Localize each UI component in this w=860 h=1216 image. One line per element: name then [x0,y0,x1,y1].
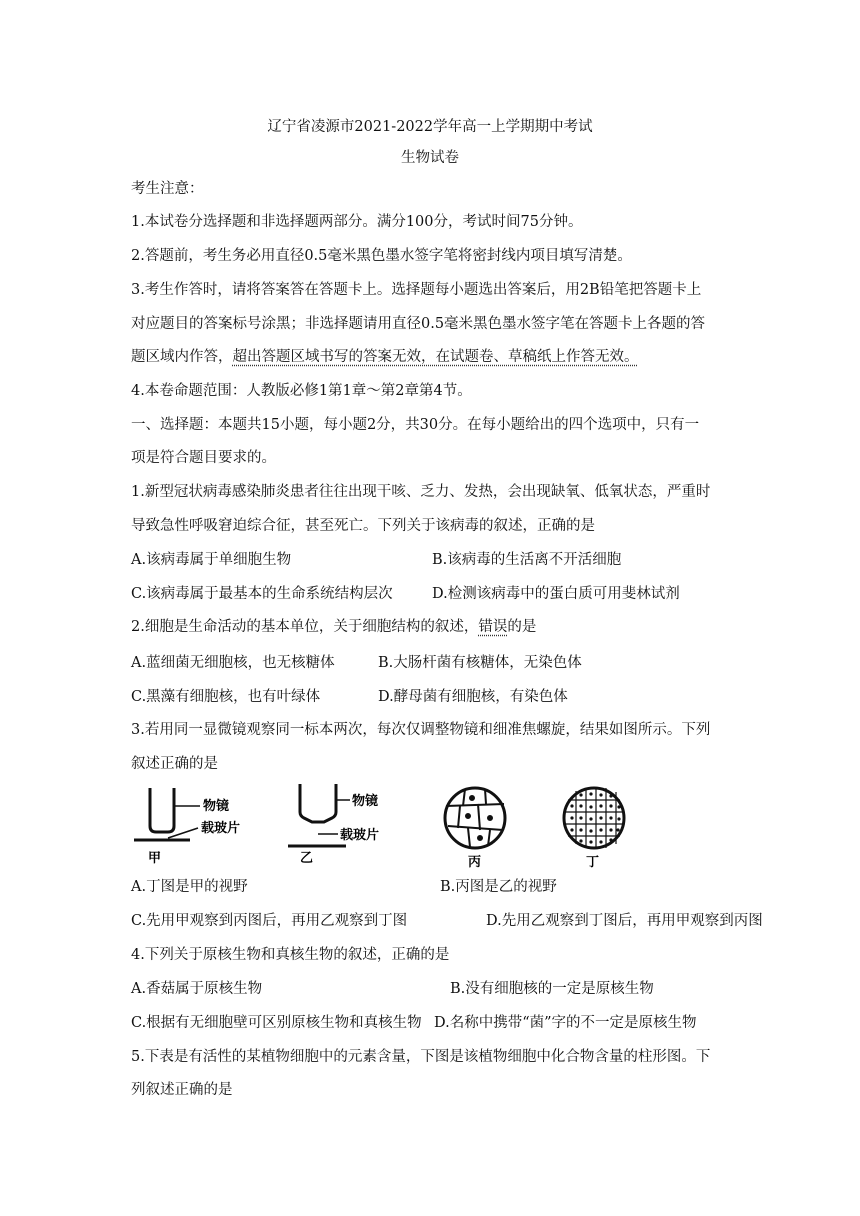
q3-stem-1: 3.若用同一显微镜观察同一标本两次，每次仅调整物镜和细准焦螺旋，结果如图所示。下列 [131,722,711,738]
notice-item-3b: 对应题目的答案标号涂黑；非选择题请用直径0.5毫米黑色墨水签字笔在答题卡上各题的答 [131,316,706,332]
notice-item-1: 1.本试卷分选择题和非选择题两部分。满分100分，考试时间75分钟。 [131,214,583,230]
view-bing-drawing [445,788,505,848]
notice-item-4: 4.本卷命题范围：人教版必修1第1章～第2章第4节。 [131,383,472,399]
q4-option-d: D.名称中携带“菌”字的不一定是原核生物 [434,1015,697,1031]
slide-label-yi: 载玻片 [340,828,380,843]
view-ding-drawing [564,788,624,848]
objective-label-jia: 物镜 [203,799,230,814]
figure-label-jia: 甲 [148,851,162,866]
q2-stem-end: 的是 [507,619,537,635]
q1-stem-1: 1.新型冠状病毒感染肺炎患者往往出现干咳、乏力、发热，会出现缺氧、低氧状态，严重时 [131,484,711,500]
q4-option-c: C.根据有无细胞壁可区别原核生物和真核生物 [131,1015,422,1031]
q2-stem-emphasis: 错误 [478,619,508,635]
notice-item-3c-text: 题区域内作答， [131,349,233,365]
q5-stem-2: 列叙述正确的是 [131,1082,233,1098]
q1-option-b: B.该病毒的生活离不开活细胞 [432,552,622,568]
notice-item-3c-emphasis: 超出答题区域书写的答案无效，在试题卷、草稿纸上作答无效。 [232,349,639,365]
q4-option-a: A.香菇属于原核生物 [131,981,263,997]
q2-stem [131,617,536,637]
q4-stem: 4.下列关于原核生物和真核生物的叙述，正确的是 [131,947,450,963]
q3-option-c: C.先用甲观察到丙图后，再用乙观察到丁图 [131,913,408,929]
q1-stem-2: 导致急性呼吸窘迫综合征，甚至死亡。下列关于该病毒的叙述，正确的是 [131,518,595,534]
objective-label-yi: 物镜 [352,794,379,809]
objective-jia-drawing [134,788,200,840]
q2-stem-text: 2.细胞是生命活动的基本单位，关于细胞结构的叙述， [131,619,479,635]
q4-option-b: B.没有细胞核的一定是原核生物 [450,981,654,997]
q3-option-a: A.丁图是甲的视野 [131,879,248,895]
q5-stem-1: 5.下表是有活性的某植物细胞中的元素含量，下图是该植物细胞中化合物含量的柱形图。下 [131,1049,711,1065]
notice-item-3a: 3.考生作答时，请将答案答在答题卡上。选择题每小题选出答案后，用2B铅笔把答题卡上 [131,282,702,298]
figure-label-yi: 乙 [300,851,314,866]
q2-option-d: D.酵母菌有细胞核，有染色体 [378,689,568,705]
notice-item-3c [131,347,639,367]
q1-option-d: D.检测该病毒中的蛋白质可用斐林试剂 [432,586,680,602]
q1-option-c: C.该病毒属于最基本的生命系统结构层次 [131,586,393,602]
notice-heading: 考生注意： [131,181,204,197]
slide-label-jia: 载玻片 [201,821,241,836]
figure-label-ding: 丁 [586,855,600,868]
notice-item-2: 2.答题前，考生务必用直径0.5毫米黑色墨水签字笔将密封线内项目填写清楚。 [131,248,632,264]
q3-microscope-figure [128,778,648,868]
q3-option-b: B.丙图是乙的视野 [440,879,557,895]
q2-option-a: A.蓝细菌无细胞核，也无核糖体 [131,655,335,671]
q3-option-d: D.先用乙观察到丁图后，再用甲观察到丙图 [486,913,763,929]
q2-option-c: C.黑藻有细胞核，也有叶绿体 [131,689,321,705]
section1-line1: 一、选择题：本题共15小题，每小题2分，共30分。在每小题给出的四个选项中，只有一 [131,417,700,433]
figure-label-bing: 丙 [468,855,482,868]
exam-title: 辽宁省凌源市2021-2022学年高一上学期期中考试 [267,119,593,135]
q2-option-b: B.大肠杆菌有核糖体，无染色体 [378,655,582,671]
q1-option-a: A.该病毒属于单细胞生物 [131,552,292,568]
section1-line2: 项是符合题目要求的。 [131,450,276,466]
exam-subject: 生物试卷 [401,150,459,166]
q3-stem-2: 叙述正确的是 [131,756,218,772]
